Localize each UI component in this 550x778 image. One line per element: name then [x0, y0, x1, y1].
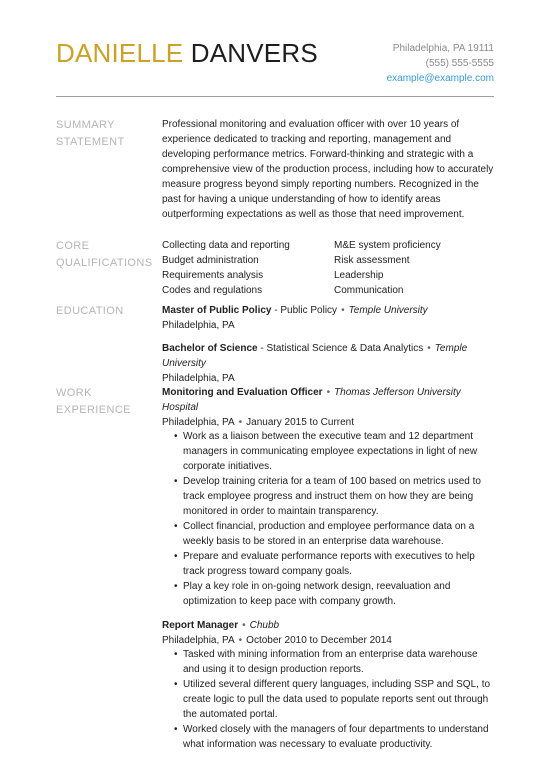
summary-body	[162, 117, 496, 222]
education-entry	[162, 341, 496, 386]
bullet-item: • Collect financial, production and employee performance data on a weekly basis to be stored in an enterprise data warehouse.	[174, 520, 496, 550]
education-section	[56, 303, 496, 383]
section-title-work: WORK EXPERIENCE	[56, 387, 131, 416]
job-title: Monitoring and Evaluation Officer	[162, 387, 323, 398]
job-dates: October 2010 to December 2014	[246, 634, 392, 646]
job-entry	[162, 618, 496, 753]
last-name: DANVERS	[190, 38, 318, 68]
separator-dot: •	[427, 343, 431, 354]
separator-dot: •	[341, 305, 345, 316]
summary-text: Professional monitoring and evaluation officer with over 10 years of experience dedicated to tracking and reporting, management and developing performance metrics. Forward-thinking and strategic with a comprehensive view of the production process, including how to accurately measure progress beyond simply reporting numbers. Recognized in the past for having a unique understanding of how to identify areas outperforming expectations as well as those that need improvement.	[162, 119, 494, 220]
separator-dot: •	[238, 417, 243, 428]
job-bullets	[174, 648, 496, 753]
bullet-item: • Work as a liaison between the executive team and 12 department managers in communicating employee expectations in light of new corporate initiatives.	[174, 430, 496, 474]
school-location: Philadelphia, PA	[162, 373, 235, 384]
first-name: DANIELLE	[56, 38, 184, 68]
summary-section	[56, 117, 496, 237]
job-location: Philadelphia, PA	[162, 634, 235, 646]
qualification-item: Risk assessment	[334, 255, 410, 266]
job-entry	[162, 385, 496, 610]
job-title: Report Manager	[162, 619, 239, 631]
degree-name: Master of Public Policy	[162, 305, 272, 316]
education-entry	[162, 303, 496, 333]
education-list	[162, 303, 496, 394]
qualification-item: Budget administration	[162, 255, 259, 266]
resume-header	[56, 38, 494, 96]
qualification-item: Communication	[334, 285, 404, 296]
bullet-item: • Play a key role in on-going network design, reevaluation and optimization to keep pace with company growth.	[174, 580, 496, 610]
job-dates: January 2015 to Current	[246, 417, 355, 428]
job-bullets	[174, 430, 496, 610]
qualification-item: Collecting data and reporting	[162, 240, 290, 251]
company-name: Thomas Jefferson University Hospital	[162, 387, 461, 413]
degree-field: - Public Policy	[271, 305, 338, 316]
qualifications-section	[56, 238, 496, 302]
job-location: Philadelphia, PA	[162, 417, 235, 428]
candidate-name	[56, 38, 318, 69]
bullet-item: • Utilized several different query languages, including SSP and SQL, to create logic to pull the data used to populate reports sent out through the automated portal.	[174, 678, 496, 722]
qualification-item: M&E system proficiency	[334, 240, 441, 251]
qualification-item: Leadership	[334, 270, 384, 281]
degree-field: - Statistical Science & Data Analytics	[257, 343, 424, 354]
section-title-education: EDUCATION	[56, 305, 124, 317]
work-section	[56, 385, 496, 765]
bullet-item: • Develop training criteria for a team of 100 based on metrics used to track employee progress and instruct them on how they are being monitored in order to maintain transparency.	[174, 475, 496, 519]
location-text: Philadelphia, PA 19111	[392, 43, 494, 54]
qualification-item: Codes and regulations	[162, 285, 263, 296]
phone-text: (555) 555-5555	[425, 58, 494, 69]
school-name: Temple University	[162, 343, 468, 369]
bullet-item: • Worked closely with the managers of four departments to understand what information was necessary to evaluate productivity.	[174, 723, 496, 753]
header-divider	[56, 96, 494, 97]
section-title-summary: SUMMARY STATEMENT	[56, 119, 125, 148]
separator-dot: •	[242, 619, 246, 631]
email-link[interactable]: example@example.com	[386, 73, 494, 84]
qualification-item: Requirements analysis	[162, 270, 264, 281]
section-title-qualifications: CORE QUALIFICATIONS	[56, 240, 153, 269]
company-name: Chubb	[249, 619, 280, 631]
separator-dot: •	[238, 634, 243, 646]
work-list	[162, 385, 496, 753]
bullet-item: • Prepare and evaluate performance reports with executives to help track progress toward company goals.	[174, 550, 496, 580]
separator-dot: •	[326, 387, 331, 398]
degree-name: Bachelor of Science	[162, 343, 258, 354]
contact-info	[387, 41, 494, 86]
school-location: Philadelphia, PA	[162, 320, 235, 331]
bullet-item: • Tasked with mining information from an enterprise data warehouse and using it to design production reports.	[174, 648, 496, 678]
school-name: Temple University	[348, 305, 428, 316]
qualifications-list	[162, 238, 496, 298]
